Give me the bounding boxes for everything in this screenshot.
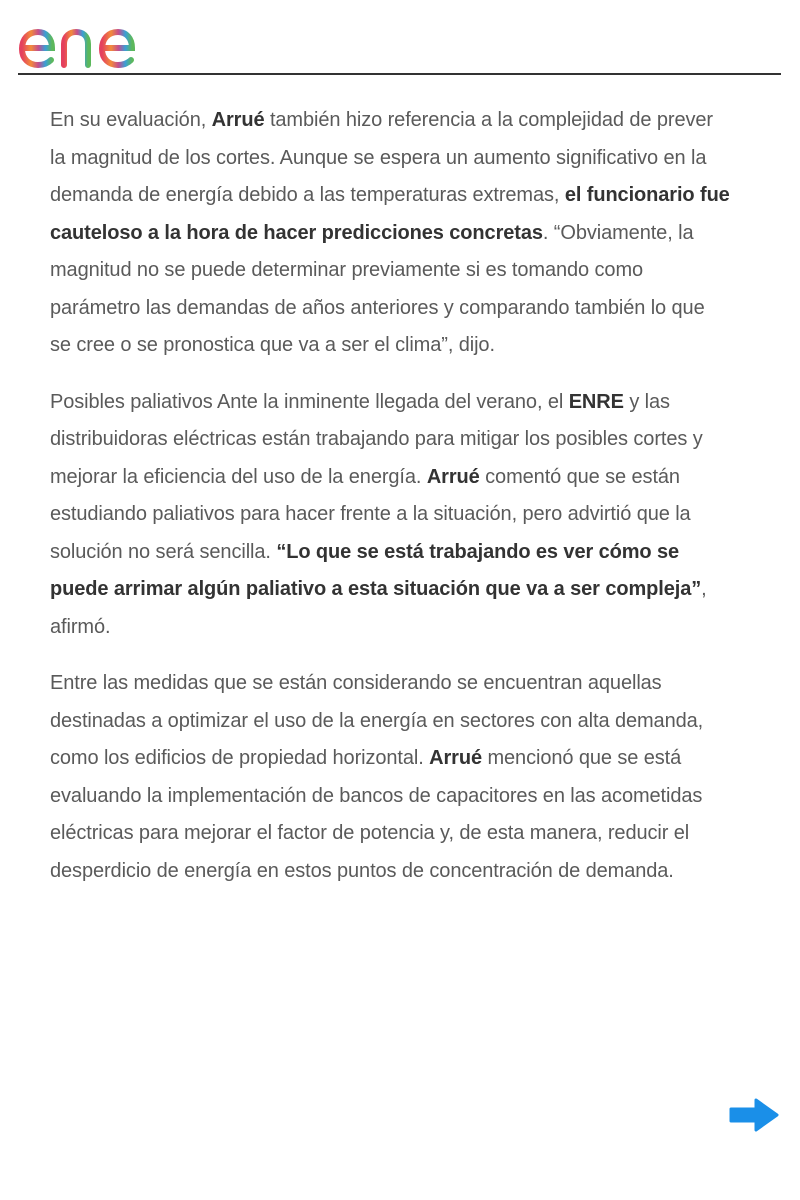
- arrow-right-icon[interactable]: [728, 1097, 780, 1133]
- text-segment: , afirmó.: [50, 578, 707, 638]
- bold-enre: ENRE: [568, 390, 624, 413]
- enel-logo[interactable]: [18, 8, 180, 70]
- page-header: [18, 0, 781, 75]
- bold-name-arrue: Arrué: [211, 109, 265, 131]
- text-segment: Entre las medidas que se están considerando se encuentran aquellas destinadas a optimizar el uso de la energía en sectores con alta demanda, como los edificios de propiedad horizontal.: [50, 672, 704, 769]
- bold-quote: “Lo que se está trabajando es ver cómo se puede arrimar algún paliativo a esta situación que va a ser compleja”: [50, 540, 702, 600]
- text-segment: comentó que se están estudiando paliativos para hacer frente a la situación, pero advirtió que la solución no será sencilla.: [50, 465, 691, 563]
- bold-name-arrue: Arrué: [426, 465, 480, 488]
- text-segment: y las distribuidoras eléctricas están trabajando para mitigar los posibles cortes y mejorar la eficiencia del uso de la energía.: [50, 390, 703, 488]
- article-paragraph-3: [50, 665, 730, 890]
- article-body: [50, 102, 730, 909]
- bold-name-arrue: Arrué: [429, 747, 483, 769]
- text-segment: En su evaluación,: [50, 109, 212, 131]
- article-paragraph-2: [50, 384, 730, 647]
- text-segment: también hizo referencia a la complejidad de prever la magnitud de los cortes. Aunque se espera un aumento significativo en la demanda de energía debido a las temperaturas extremas,: [50, 109, 713, 206]
- article-paragraph-1: [50, 102, 730, 365]
- text-segment: . “Obviamente, la magnitud no se puede determinar previamente si es tomando como parámetro las demandas de años anteriores y comparando también lo que se cree o se pronostica que va a ser el clima”, dijo.: [50, 221, 705, 356]
- text-segment: Posibles paliativos Ante la inminente llegada del verano, el: [50, 390, 569, 413]
- bold-statement: el funcionario fue cauteloso a la hora de hacer predicciones concretas: [50, 184, 730, 244]
- text-segment: mencionó que se está evaluando la implementación de bancos de capacitores en las acometidas eléctricas para mejorar el factor de potencia y, de esta manera, reducir el desperdicio de energía en estos puntos de concentración de demanda.: [50, 747, 703, 882]
